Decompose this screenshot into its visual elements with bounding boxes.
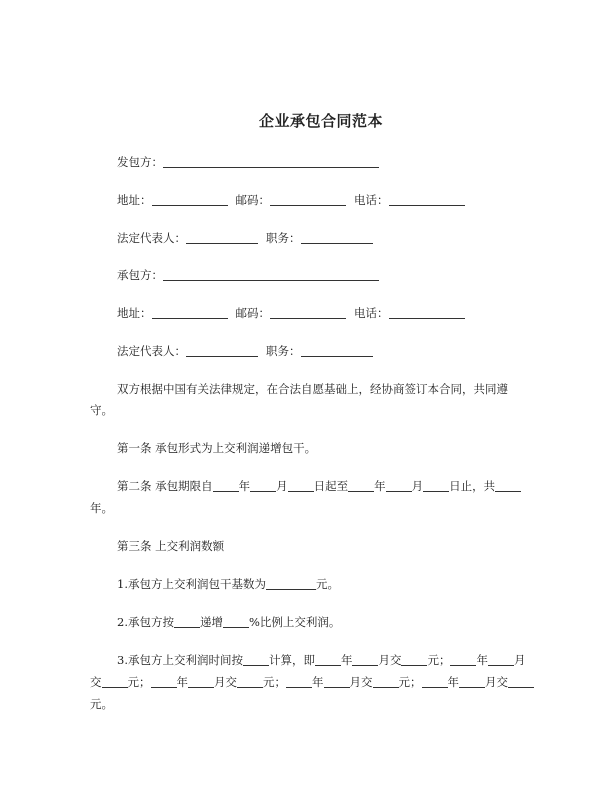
party-b-label: 承包方： <box>117 268 163 282</box>
pay2-year-blank[interactable] <box>450 653 476 666</box>
pay3-amount-blank[interactable] <box>237 675 263 688</box>
pay2-amount-blank[interactable] <box>102 675 128 688</box>
item-3-mid: 计算，即 <box>268 653 315 667</box>
party-a-position-blank[interactable] <box>301 231 373 244</box>
item-1-prefix: 1.承包方上交利润包干基数为 <box>117 577 266 591</box>
party-a-postcode-label: 邮码： <box>235 193 270 207</box>
article-2-line-2: 年。 <box>90 501 113 515</box>
pay1-year-blank[interactable] <box>315 653 341 666</box>
party-b-phone-blank[interactable] <box>389 306 465 319</box>
party-a-postcode-blank[interactable] <box>270 193 346 206</box>
item-2-suffix: %比例上交利润。 <box>248 615 341 629</box>
party-b-position-label: 职务： <box>266 344 301 358</box>
pay4-yuan-label: 元； <box>398 675 422 689</box>
preamble-line-2: 守。 <box>90 403 113 417</box>
party-b-address-blank[interactable] <box>152 306 228 319</box>
party-a-position-label: 职务： <box>266 231 301 245</box>
pay2-month-blank[interactable] <box>488 653 514 666</box>
pay1-yuan-label: 元； <box>427 653 451 667</box>
pay5-year-label: 年 <box>447 675 459 689</box>
start-year-label: 年 <box>238 479 251 493</box>
item-3-prefix: 3.承包方上交利润时间按 <box>117 653 243 667</box>
party-a-line <box>117 154 379 170</box>
article-1: 第一条 承包形式为上交利润递增包干。 <box>117 441 317 455</box>
party-b-address-label: 地址： <box>117 306 152 320</box>
pay1-year-label: 年 <box>340 653 353 667</box>
party-b-rep-label: 法定代表人： <box>117 344 186 358</box>
total-years-blank[interactable] <box>495 479 521 492</box>
end-day-blank[interactable] <box>423 479 449 492</box>
end-day-label: 日止，共 <box>449 479 496 493</box>
pay5-month-blank[interactable] <box>459 675 485 688</box>
pay4-year-blank[interactable] <box>286 675 312 688</box>
party-a-blank[interactable] <box>163 155 379 168</box>
party-a-rep-blank[interactable] <box>186 231 258 244</box>
article-3-item-1 <box>117 576 339 592</box>
party-b-rep-blank[interactable] <box>186 344 258 357</box>
end-year-blank[interactable] <box>348 479 374 492</box>
start-month-blank[interactable] <box>250 479 276 492</box>
item-2-prefix: 2.承包方按 <box>117 615 174 629</box>
party-a-rep-line <box>117 230 373 246</box>
pay3-month-label: 月交 <box>214 675 237 689</box>
party-a-address-blank[interactable] <box>152 193 228 206</box>
start-day-label: 日起至 <box>313 479 349 493</box>
pay5-amount-blank[interactable] <box>508 675 534 688</box>
pay3-yuan-label: 元； <box>263 675 286 689</box>
party-a-label: 发包方： <box>117 155 163 169</box>
preamble-line-1: 双方根据中国有关法律规定，在合法自愿基础上，经协商签订本合同，共同遵 <box>117 382 508 396</box>
end-month-label: 月 <box>411 479 424 493</box>
party-b-phone-label: 电话： <box>354 306 389 320</box>
pay4-year-label: 年 <box>312 675 324 689</box>
pay4-month-blank[interactable] <box>324 675 350 688</box>
party-b-postcode-label: 邮码： <box>235 306 270 320</box>
item-1-suffix: 元。 <box>315 577 339 591</box>
article-2-line-1 <box>117 478 521 494</box>
pay2-yuan-label: 元； <box>127 675 151 689</box>
article-3-item-2 <box>117 614 340 630</box>
article-2-prefix: 第二条 承包期限自 <box>117 479 213 493</box>
end-year-label: 年 <box>374 479 386 493</box>
pay5-year-blank[interactable] <box>422 675 448 688</box>
pay2-month-label: 月 <box>513 653 526 667</box>
pay5-month-label: 月交 <box>485 675 508 689</box>
pay1-amount-blank[interactable] <box>401 653 427 666</box>
pay2-pay-label: 交 <box>90 675 102 689</box>
pay4-month-label: 月交 <box>349 675 373 689</box>
article-3-item-3-line-2 <box>90 674 534 690</box>
base-amount-blank[interactable] <box>266 577 316 590</box>
start-year-blank[interactable] <box>213 479 239 492</box>
party-b-line <box>117 267 379 283</box>
party-a-contact-line <box>117 192 465 208</box>
start-month-label: 月 <box>276 479 288 493</box>
pay1-month-label: 月交 <box>378 653 402 667</box>
party-b-blank[interactable] <box>163 268 379 281</box>
party-a-rep-label: 法定代表人： <box>117 231 186 245</box>
pay4-amount-blank[interactable] <box>373 675 399 688</box>
start-day-blank[interactable] <box>288 479 314 492</box>
party-a-phone-label: 电话： <box>354 193 389 207</box>
party-b-postcode-blank[interactable] <box>270 306 346 319</box>
pay2-year-label: 年 <box>476 653 488 667</box>
calc-period-blank[interactable] <box>243 653 269 666</box>
party-b-contact-line <box>117 305 465 321</box>
pay3-year-blank[interactable] <box>151 675 177 688</box>
party-a-address-label: 地址： <box>117 193 152 207</box>
pay1-month-blank[interactable] <box>352 653 378 666</box>
increase-rate-blank[interactable] <box>223 615 249 628</box>
party-b-rep-line <box>117 343 373 359</box>
article-3-item-3-line-3: 元。 <box>90 697 113 711</box>
pay3-year-label: 年 <box>176 675 188 689</box>
pay3-month-blank[interactable] <box>188 675 214 688</box>
item-2-mid: 递增 <box>199 615 223 629</box>
article-3-item-3-line-1 <box>117 652 525 668</box>
document-title: 企业承包合同范本 <box>258 112 383 130</box>
article-3-heading: 第三条 上交利润数额 <box>117 539 225 553</box>
end-month-blank[interactable] <box>386 479 412 492</box>
party-a-phone-blank[interactable] <box>389 193 465 206</box>
party-b-position-blank[interactable] <box>301 344 373 357</box>
increase-basis-blank[interactable] <box>174 615 200 628</box>
